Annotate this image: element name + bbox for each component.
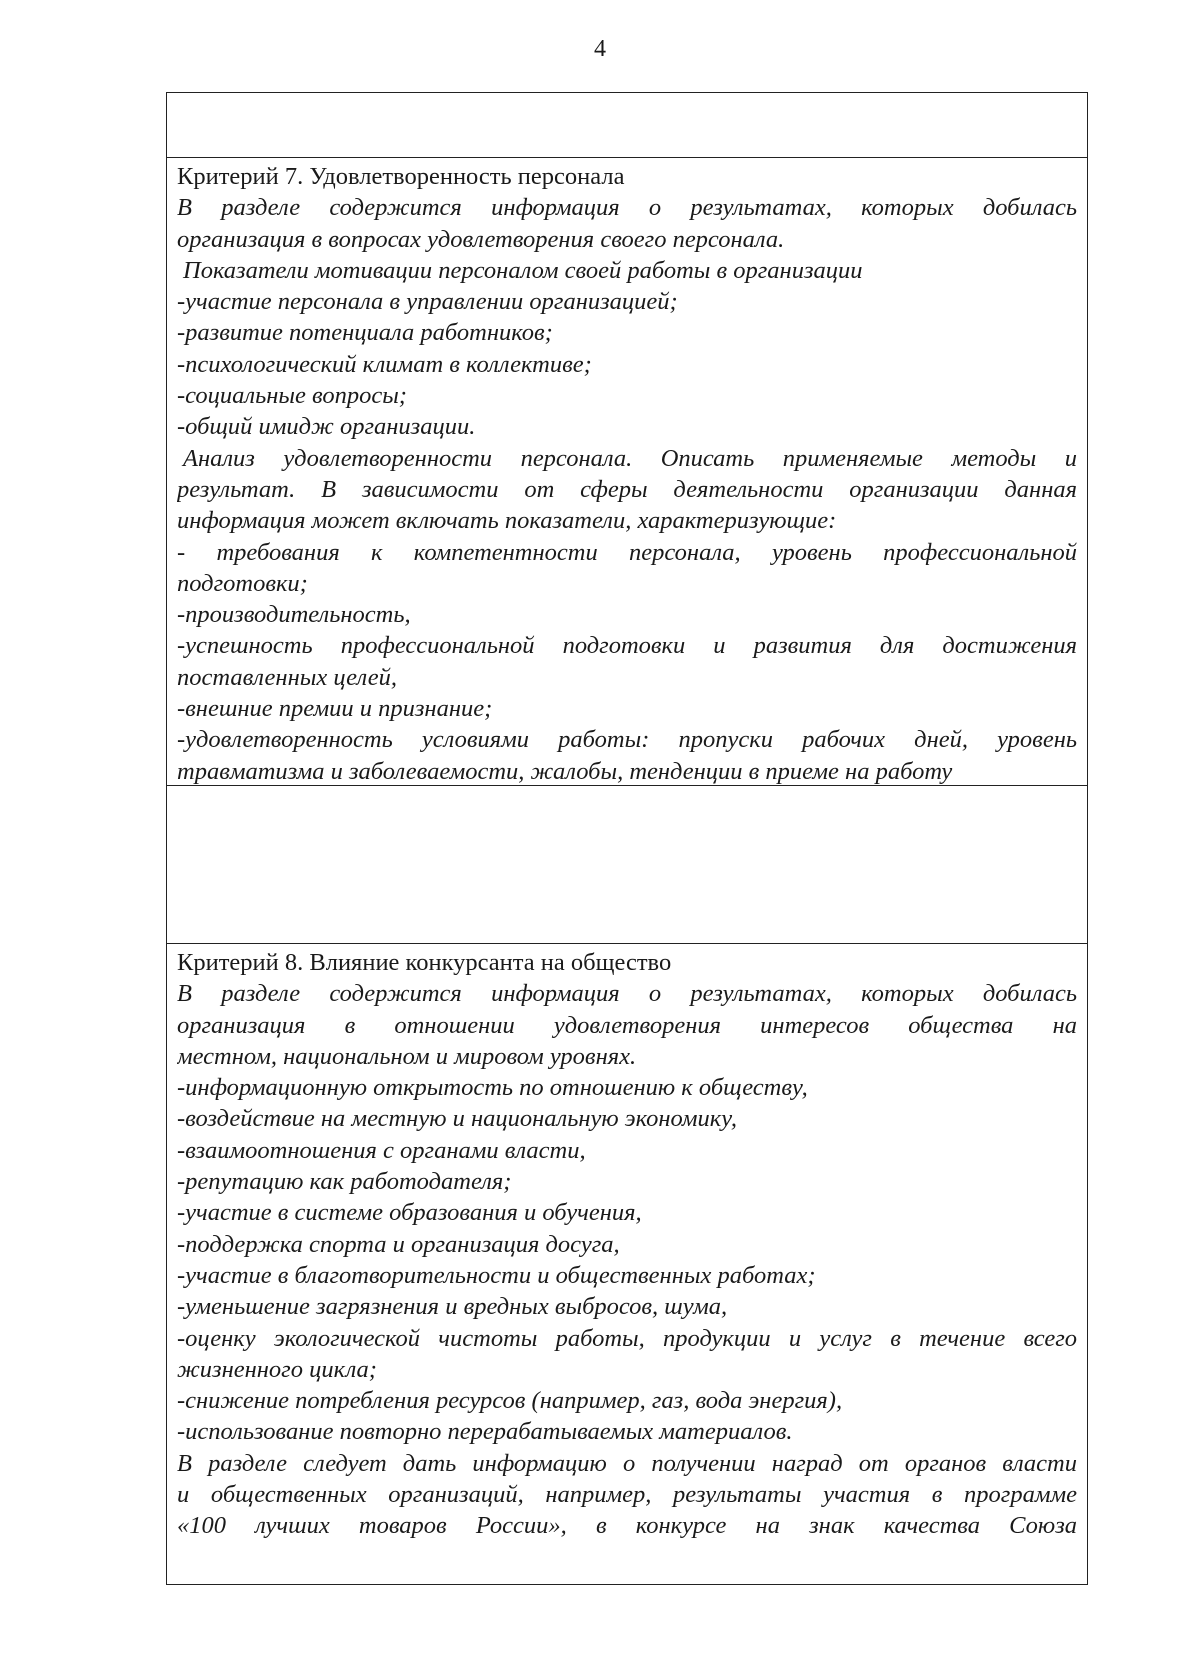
text-line: -оценку экологической чистоты работы, продукции и услуг в течение всего (177, 1324, 1077, 1352)
text-line: -использование повторно перерабатываемых материалов. (177, 1418, 793, 1446)
criterion-8-cell (167, 944, 1087, 1542)
criterion-7-row (167, 158, 1087, 786)
text-line: -общий имидж организации. (177, 413, 476, 441)
criterion-8-body (177, 978, 1077, 1541)
text-line: В разделе содержится информация о результатах, которых добилась (177, 194, 1077, 222)
text-line: жизненного цикла; (177, 1355, 377, 1383)
text-line: Показатели мотивации персоналом своей работы в организации (183, 256, 863, 284)
text-line: -участие в благотворительности и общественных работах; (177, 1261, 816, 1289)
text-line: -успешность профессиональной подготовки и развития для достижения (177, 632, 1077, 660)
text-line: -участие персонала в управлении организацией; (177, 288, 678, 316)
criterion-8-row (167, 944, 1087, 1584)
text-line: - требования к компетентности персонала, уровень профессиональной (177, 538, 1077, 566)
text-line: -поддержка спорта и организация досуга, (177, 1230, 620, 1258)
criterion-7-cell (167, 158, 1087, 787)
criterion-7-heading: Критерий 7. Удовлетворенность персонала (177, 163, 625, 190)
criteria-table (166, 92, 1088, 1585)
text-line: местном, национальном и мировом уровнях. (177, 1042, 637, 1070)
text-line: -социальные вопросы; (177, 382, 407, 410)
text-line: -снижение потребления ресурсов (например, газ, вода энергия), (177, 1387, 843, 1415)
empty-row-middle (167, 786, 1087, 944)
text-line: В разделе следует дать информацию о получении наград от органов власти (177, 1449, 1077, 1477)
text-line: -удовлетворенность условиями работы: пропуски рабочих дней, уровень (177, 726, 1077, 754)
text-line: -психологический климат в коллективе; (177, 350, 592, 378)
text-line: -участие в системе образования и обучения, (177, 1199, 642, 1227)
page-number: 4 (594, 36, 606, 62)
text-line: -воздействие на местную и национальную экономику, (177, 1105, 737, 1133)
text-line: травматизма и заболеваемости, жалобы, тенденции в приеме на работу (177, 757, 953, 785)
text-line: организация в вопросах удовлетворения своего персонала. (177, 225, 785, 253)
text-line: В разделе содержится информация о результатах, которых добилась (177, 980, 1077, 1008)
text-line: Анализ удовлетворенности персонала. Описать применяемые методы и (183, 444, 1077, 472)
text-line: -репутацию как работодателя; (177, 1168, 512, 1196)
text-line: -развитие потенциала работников; (177, 319, 553, 347)
text-line: «100 лучших товаров России», в конкурсе на знак качества Союза (177, 1512, 1077, 1540)
criterion-7-body (177, 192, 1077, 787)
text-line: информация может включать показатели, характеризующие: (177, 507, 837, 535)
text-line: и общественных организаций, например, результаты участия в программе (177, 1481, 1077, 1509)
text-line: организация в отношении удовлетворения интересов общества на (177, 1011, 1077, 1039)
text-line: -взаимоотношения с органами власти, (177, 1136, 586, 1164)
criterion-8-heading: Критерий 8. Влияние конкурсанта на общество (177, 949, 672, 976)
text-line: поставленных целей, (177, 663, 397, 691)
text-line: -информационную открытость по отношению к обществу, (177, 1074, 808, 1102)
empty-row-top (167, 93, 1087, 158)
text-line: подготовки; (177, 569, 308, 597)
text-line: -уменьшение загрязнения и вредных выбросов, шума, (177, 1293, 728, 1321)
text-line: -внешние премии и признание; (177, 695, 493, 723)
text-line: результат. В зависимости от сферы деятельности организации данная (177, 475, 1077, 503)
text-line: -производительность, (177, 601, 411, 629)
